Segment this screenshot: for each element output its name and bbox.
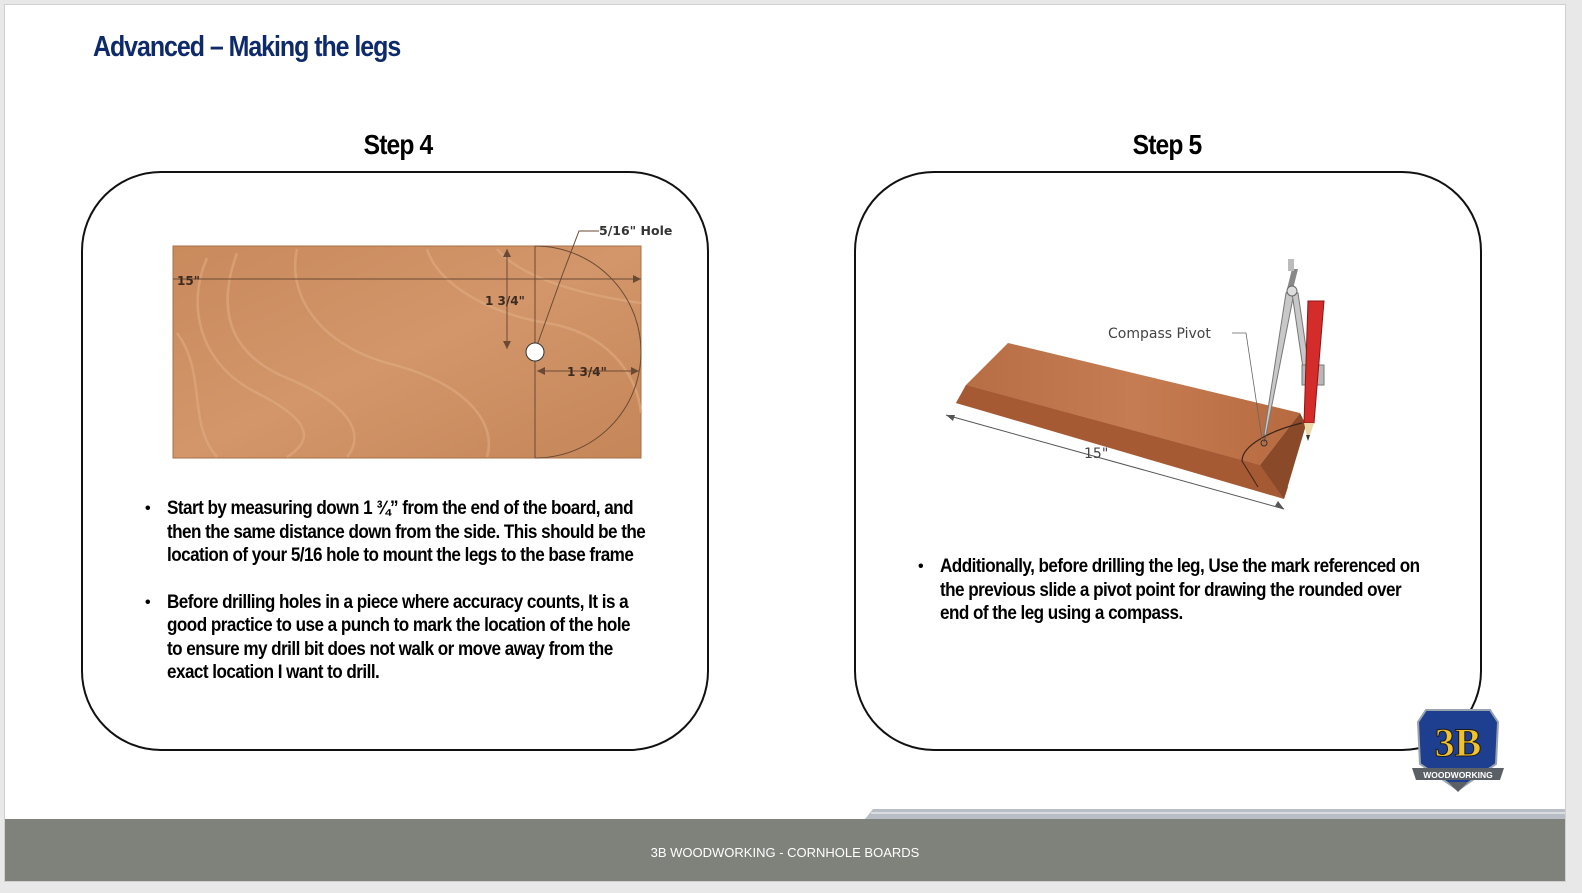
dim-side-label: 1 3/4" — [567, 365, 607, 379]
list-item: • Additionally, before drilling the leg, Use the mark referenced on the previous slide a pivot point for drawing the rounded over end of the leg using a compass. — [918, 555, 1475, 626]
step-4-heading: Step 4 — [363, 129, 433, 160]
hole-marker — [526, 343, 544, 361]
step-4-panel — [81, 171, 709, 751]
hole-label: 5/16" Hole — [599, 223, 673, 238]
dim-arrow-start — [946, 415, 955, 421]
list-item: • Before drilling holes in a piece where accuracy counts, It is a good practice to use a punch to mark the location of the hole to ensure my drill bit does not walk or move away from the exact location I want to drill. — [145, 591, 702, 685]
step-5-bullets — [918, 555, 1475, 649]
slide-title: Advanced – Making the legs — [93, 31, 401, 63]
logo-sub-text: WOODWORKING — [1423, 770, 1493, 780]
step-4-bullets — [145, 497, 702, 708]
board-measurement-diagram — [167, 213, 687, 463]
list-item: • Start by measuring down 1 ¾” from the end of the board, and then the same distance down from the side. This should be the location of your 5/16 hole to mount the legs to the base frame — [145, 497, 702, 568]
brand-logo — [1408, 704, 1508, 796]
logo-main-text: 3B — [1434, 720, 1482, 765]
board-face — [173, 246, 641, 458]
step-5-panel — [854, 171, 1482, 751]
pivot-label: Compass Pivot — [1108, 326, 1211, 342]
compass-diagram — [942, 255, 1462, 515]
footer-bar — [5, 819, 1565, 881]
dim-down-label: 1 3/4" — [485, 294, 525, 308]
step-5-heading: Step 5 — [1132, 129, 1202, 160]
slide — [4, 4, 1566, 882]
footer-text: 3B WOODWORKING - CORNHOLE BOARDS — [650, 845, 920, 860]
length-label: 15" — [1084, 446, 1109, 462]
length-label: 15" — [177, 274, 200, 288]
footer-accent-strip — [5, 809, 1565, 819]
